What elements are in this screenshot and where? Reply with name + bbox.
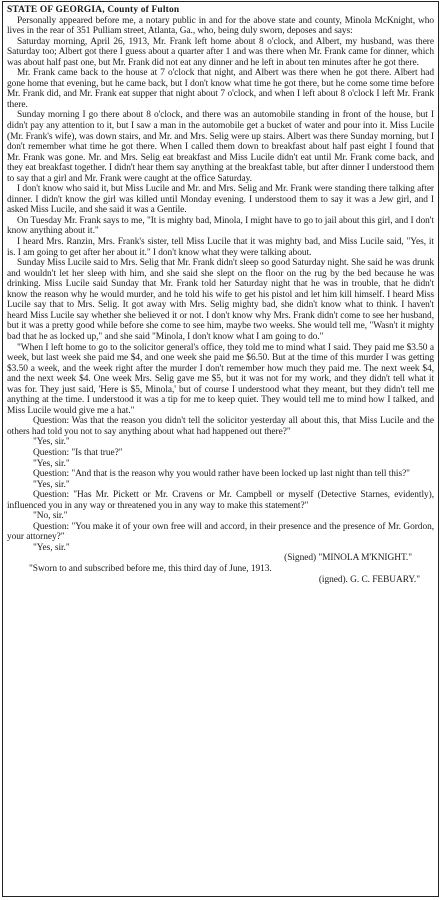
qa-item [7, 469, 434, 480]
notary-signature: (igned). G. C. FEBUARY." [318, 574, 420, 585]
paragraph-evening: Mr. Frank came back to the house at 7 o'clock that night, and Albert was there when he got there. Albert had gone home that evening, but he came back, but I don't know what time he got there, but he come some time before Mr. Frank did, and Mr. Frank eat supper that night about 7 o'clock, and when I left about 8 o'clock I left Mr. Frank there. [7, 68, 434, 110]
qa-item [7, 490, 434, 511]
paragraph-tuesday: On Tuesday Mr. Frank says to me, "It is mighty bad, Minola, I might have to go to jail about this girl, and I don't know anything about it." [7, 215, 434, 237]
affidavit-column [7, 5, 434, 585]
qa-label: Question: [33, 490, 70, 501]
qa-label: Question: [33, 416, 70, 427]
newspaper-clipping [2, 1, 439, 897]
signature-line: (Signed) "MINOLA M'KNIGHT." [284, 553, 412, 564]
qa-text: Was that the reason you didn't tell the solicitor yesterday all about this, that Miss Lucile and the others had told you not to say anything about what had happened out there?" [7, 416, 434, 437]
qa-text: "And that is the reason why you would rather have been locked up last night than tell this?" [71, 469, 410, 480]
paragraph-payment: "When I left home to go to the solicitor general's office, they told me to mind what I said. They paid me $3.50 a week, but last week she paid me $4, and one week she paid me $6.50. But at the time of this murder I was getting $3.50 a week, and the week right after the murder I don't remember how much they paid me. The next week $4, and the next week $4. One week Mrs. Selig gave me $5, but it was not for my work, and they didn't tell what it was for. They just said, 'Here is $5, Minola,' but of course I understood what they meant, but they didn't tell me anything at the time. I understood it was a tip for me to keep quiet. They would tell me to mind how I talked, and Miss Lucile would give me a hat." [7, 342, 434, 416]
qa-item [7, 522, 434, 543]
qa-answer: "No, sir." [33, 511, 68, 522]
paragraph-intro: Personally appeared before me, a notary public in and for the above state and county, Minola McKnight, who lives in the rear of 351 Pulliam street, Atlanta, Ga., who, being duly sworn, deposes and says: [7, 15, 434, 37]
qa-answer: "Yes, sir." [33, 542, 70, 553]
qa-text: "You make it of your own free will and accord, in their presence and the presence of Mr. Gordon, your attorney?" [7, 521, 435, 543]
paragraph-sunday: Sunday morning I go there about 8 o'clock, and there was an automobile standing in front of the house, but I didn't pay any attention to it, but I saw a man in the automobile get a bucket of water and pour into it. Miss Lucile (Mr. Frank's wife), was down stairs, and Mr. and Mrs. Selig were up stairs. Albert was there Sunday morning, but I don't remember what time he got there. When I called them down to breakfast about half past eight I found that Mr. Frank was gone. Mr. and Mrs. Selig eat breakfast and Miss Lucile didn't eat until Mr. Frank come back, and they eat breakfast together. I didn't hear them say anything at the breakfast table, but after dinner I understood them to say that a girl and Mr. Frank were caught at the office Saturday. [7, 110, 434, 184]
qa-label: Question: [33, 447, 70, 458]
qa-text: "Is that true?" [71, 447, 123, 458]
sworn-line: "Sworn to and subscribed before me, this third day of June, 1913. [29, 563, 272, 574]
paragraph-lucile: Sunday Miss Lucile said to Mrs. Selig that Mr. Frank didn't sleep so good Saturday night. She said he was drunk and wouldn't let her sleep with him, and she said she slept on the floor on the rug by the bed because he was drinking. Miss Lucile said Sunday that Mr. Frank told her Saturday night that he was in trouble, that he didn't know the reason why he would murder, and he told his wife to get his pistol and let him kill himself. I heard Miss Lucile say that to Mrs. Selig. It got away with Mrs. Selig mighty bad, she didn't know what to think. I haven't heard Miss Lucile say whether she believed it or not. I don't know why Mrs. Frank didn't come to see her husband, but it was a pretty good while before she come to see him, maybe two weeks. She would tell me, "Wasn't it mighty bad that he as locked up," and she said "Minola, I don't know what I am going to do." [7, 258, 434, 342]
paragraph-dinner-talk: I don't know who said it, but Miss Lucile and Mr. and Mrs. Selig and Mr. Frank were standing there talking after dinner. I didn't know the girl was killed until Monday evening. I understood them to say it was a Jew girl, and I asked Miss Lucile, and she said it was a Gentile. [7, 184, 434, 216]
qa-text: "Has Mr. Pickett or Mr. Cravens or Mr. Campbell or myself (Detective Starnes, evidently), influenced you in any way or threatened you in any way to make this statement?" [7, 490, 434, 511]
qa-label: Question: [33, 521, 70, 532]
venue-header: STATE OF GEORGIA, County of Fulton [7, 5, 180, 15]
paragraph-saturday: Saturday morning, April 26, 1913, Mr. Frank left home about 8 o'clock, and Albert, my husband, was there Saturday too; Albert got there I guess about a quarter after 1 and was there when Mr. Frank came for dinner, which was about half past one, but Mr. Frank did not eat any dinner and he left in about ten minutes after he got there. [7, 36, 434, 68]
qa-item [7, 448, 434, 459]
qa-item [7, 416, 434, 437]
qa-answer: "Yes, sir." [33, 458, 70, 469]
qa-answer: "Yes, sir." [33, 437, 70, 448]
qa-label: Question: [33, 469, 70, 480]
paragraph-sister: I heard Mrs. Ranzin, Mrs. Frank's sister, tell Miss Lucile that it was mighty bad, and Miss Lucile said, "Yes, it is. I am going to get after her about it." I don't know what they were talking about. [7, 237, 434, 258]
qa-answer: "Yes, sir." [33, 479, 70, 490]
